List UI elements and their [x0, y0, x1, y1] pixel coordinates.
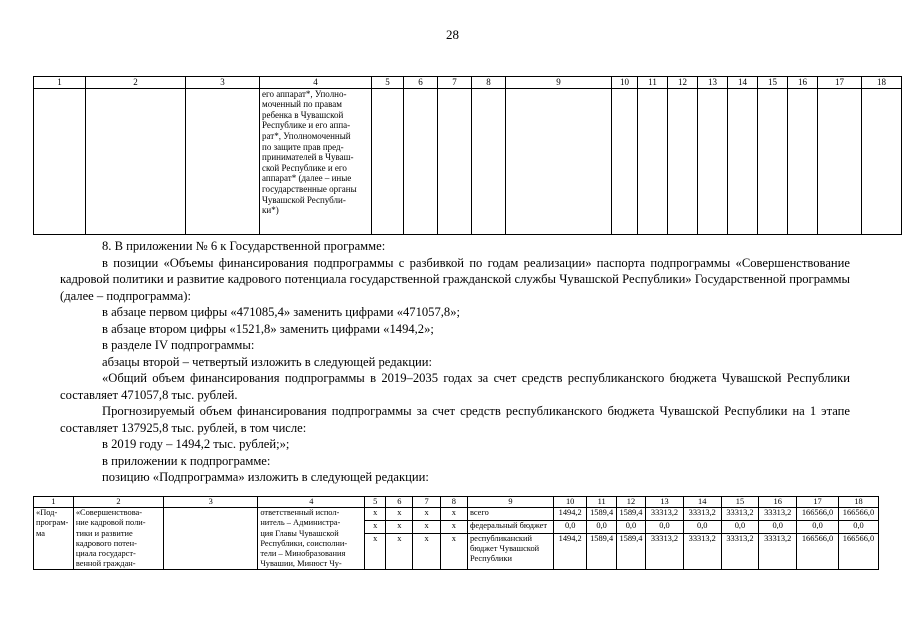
empty-cell	[758, 88, 788, 234]
header-cell: 9	[506, 77, 612, 89]
value-cell: 0,0	[646, 521, 684, 534]
empty-cell	[372, 88, 404, 234]
cell-line: ние кадровой поли-	[75, 518, 146, 528]
empty-cell	[698, 88, 728, 234]
code-cell: x	[365, 533, 386, 569]
header-cell: 12	[616, 497, 645, 508]
header-cell: 15	[758, 77, 788, 89]
header-cell: 17	[797, 497, 839, 508]
cell-line: его аппарат*, Уполно-	[262, 88, 347, 99]
cell-line: ки*)	[262, 205, 279, 216]
cell-line: циала государст-	[75, 549, 136, 559]
value-cell: 0,0	[587, 521, 616, 534]
value-cell: 1589,4	[616, 508, 645, 521]
empty-cell	[638, 88, 668, 234]
paragraph: в разделе IV подпрограммы:	[102, 338, 255, 352]
value-cell: 33313,2	[759, 533, 797, 569]
cell-line: аппарат* (далее – иные	[262, 173, 352, 184]
subprogram-label-cell	[34, 508, 74, 570]
header-cell: 8	[472, 77, 506, 89]
header-cell: 10	[553, 497, 587, 508]
cell-line: по защите прав пред-	[262, 141, 344, 152]
value-cell: 33313,2	[683, 508, 721, 521]
value-cell: 166566,0	[797, 533, 839, 569]
header-cell: 14	[683, 497, 721, 508]
header-cell: 4	[258, 497, 365, 508]
value-cell: 33313,2	[646, 533, 684, 569]
header-cell: 1	[34, 77, 86, 89]
table-row	[34, 88, 902, 234]
paragraph: Прогнозируемый объем финансирования подпрограммы за счет средств республиканского бюджета Чувашской Республики на 1 этапе составляет 137925,8 тыс. рублей, в том числе:	[60, 404, 850, 435]
empty-cell	[612, 88, 638, 234]
value-cell: 0,0	[616, 521, 645, 534]
empty-cell	[788, 88, 818, 234]
header-cell: 18	[862, 77, 902, 89]
code-cell: x	[440, 521, 467, 534]
header-cell: 4	[260, 77, 372, 89]
cell-line: ма	[36, 528, 45, 538]
value-cell: 1494,2	[553, 508, 587, 521]
header-cell: 10	[612, 77, 638, 89]
cell-line: принимателей в Чуваш-	[262, 152, 354, 163]
cell-line: тели – Минобразования	[260, 549, 346, 559]
header-cell: 11	[638, 77, 668, 89]
header-cell: 13	[698, 77, 728, 89]
value-cell: 33313,2	[721, 533, 759, 569]
empty-cell	[862, 88, 902, 234]
value-cell: 1589,4	[587, 508, 616, 521]
paragraph: позицию «Подпрограмма» изложить в следующей редакции:	[102, 470, 429, 484]
paragraph: в абзаце первом цифры «471085,4» заменить цифрами «471057,8»;	[102, 305, 461, 319]
code-cell: x	[365, 521, 386, 534]
executors-cell	[258, 508, 365, 570]
empty-cell	[728, 88, 758, 234]
empty-cell	[404, 88, 438, 234]
executors-cell	[260, 88, 372, 234]
header-cell: 5	[372, 77, 404, 89]
header-cell: 2	[86, 77, 186, 89]
code-cell: x	[440, 533, 467, 569]
header-cell: 2	[73, 497, 163, 508]
subprogram-table	[33, 496, 879, 570]
header-cell: 8	[440, 497, 467, 508]
paragraph: в приложении к подпрограмме:	[102, 453, 271, 468]
header-cell: 6	[386, 497, 413, 508]
paragraph: в 2019 году – 1494,2 тыс. рублей;»;	[102, 437, 290, 451]
continuation-table	[33, 76, 902, 235]
paragraph: абзацы второй – четвертый изложить в следующей редакции:	[102, 354, 433, 369]
cell-line: ской Республике и его	[262, 162, 347, 173]
code-cell: x	[413, 521, 440, 534]
cell-line: Республики, соисполни-	[260, 538, 348, 548]
cell-line: кадрового потен-	[75, 538, 137, 548]
empty-cell	[163, 508, 257, 570]
code-cell: x	[386, 508, 413, 521]
value-cell: 1494,2	[553, 533, 587, 569]
header-row	[34, 77, 902, 89]
empty-cell	[438, 88, 472, 234]
code-cell: x	[413, 533, 440, 569]
subprogram-name-cell	[73, 508, 163, 570]
cell-line: Чувашской Республи-	[262, 194, 346, 205]
value-cell: 33313,2	[683, 533, 721, 569]
value-cell: 0,0	[797, 521, 839, 534]
value-cell: 1589,4	[616, 533, 645, 569]
header-cell: 13	[646, 497, 684, 508]
cell-line: нитель – Администра-	[260, 518, 341, 528]
amendment-text	[60, 238, 850, 486]
paragraph-quote: «Общий объем финансирования подпрограммы в 2019–2035 годах за счет средств республиканского бюджета Чувашской Республики составляет 471057,8 тыс. рублей.	[60, 371, 850, 402]
funding-source-cell: федеральный бюджет	[467, 521, 553, 534]
header-cell: 16	[759, 497, 797, 508]
cell-line: Республике и его аппа-	[262, 120, 351, 131]
cell-line: ответственный испол-	[260, 508, 340, 518]
code-cell: x	[386, 521, 413, 534]
cell-line: «Под-	[36, 508, 58, 518]
value-cell: 166566,0	[797, 508, 839, 521]
header-cell: 17	[818, 77, 862, 89]
header-cell: 7	[413, 497, 440, 508]
cell-line: моченный по правам	[262, 99, 342, 110]
code-cell: x	[413, 508, 440, 521]
code-cell: x	[440, 508, 467, 521]
empty-cell	[186, 88, 260, 234]
empty-cell	[86, 88, 186, 234]
header-cell: 11	[587, 497, 616, 508]
cell-line: ция Главы Чувашской	[260, 528, 339, 538]
paragraph: в абзаце втором цифры «1521,8» заменить цифрами «1494,2»;	[102, 321, 434, 336]
header-cell: 18	[839, 497, 879, 508]
header-cell: 3	[186, 77, 260, 89]
header-cell: 1	[34, 497, 74, 508]
cell-line: рат*, Уполномоченный	[262, 130, 351, 141]
cell-line: «Совершенствова-	[75, 508, 143, 518]
header-cell: 12	[668, 77, 698, 89]
paragraph-item-8: 8. В приложении № 6 к Государственной программе:	[102, 239, 386, 253]
header-cell: 15	[721, 497, 759, 508]
empty-cell	[818, 88, 862, 234]
cell-line: тики и развитие	[75, 528, 133, 538]
value-cell: 166566,0	[839, 533, 879, 569]
cell-line: ребенка в Чувашской	[262, 109, 344, 120]
header-cell: 5	[365, 497, 386, 508]
header-cell: 3	[163, 497, 257, 508]
value-cell: 0,0	[683, 521, 721, 534]
table-row	[34, 508, 879, 521]
code-cell: x	[386, 533, 413, 569]
funding-source-cell: всего	[467, 508, 553, 521]
value-cell: 33313,2	[721, 508, 759, 521]
funding-source-cell: республиканский бюджет Чувашской Республики	[467, 533, 553, 569]
cell-line: венной граждан-	[75, 559, 136, 569]
page-number: 28	[446, 27, 459, 42]
value-cell: 33313,2	[646, 508, 684, 521]
empty-cell	[506, 88, 612, 234]
value-cell: 0,0	[721, 521, 759, 534]
value-cell: 0,0	[839, 521, 879, 534]
header-cell: 16	[788, 77, 818, 89]
header-cell: 6	[404, 77, 438, 89]
cell-line: програм-	[36, 518, 69, 528]
header-cell: 7	[438, 77, 472, 89]
value-cell: 1589,4	[587, 533, 616, 569]
code-cell: x	[365, 508, 386, 521]
header-cell: 14	[728, 77, 758, 89]
value-cell: 0,0	[553, 521, 587, 534]
header-cell: 9	[467, 497, 553, 508]
value-cell: 0,0	[759, 521, 797, 534]
header-row	[34, 497, 879, 508]
paragraph: в позиции «Объемы финансирования подпрограммы с разбивкой по годам реализации» паспорта подпрограммы «Совершенствование кадровой политики и развитие кадрового потенциала государственной гражданской службы Чувашской Республики» Государственной программы (далее – подпрограмма):	[60, 255, 850, 303]
empty-cell	[668, 88, 698, 234]
cell-line: государственные органы	[262, 183, 357, 194]
empty-cell	[34, 88, 86, 234]
value-cell: 166566,0	[839, 508, 879, 521]
cell-line: Чувашии, Минюст Чу-	[260, 559, 342, 569]
empty-cell	[472, 88, 506, 234]
value-cell: 33313,2	[759, 508, 797, 521]
